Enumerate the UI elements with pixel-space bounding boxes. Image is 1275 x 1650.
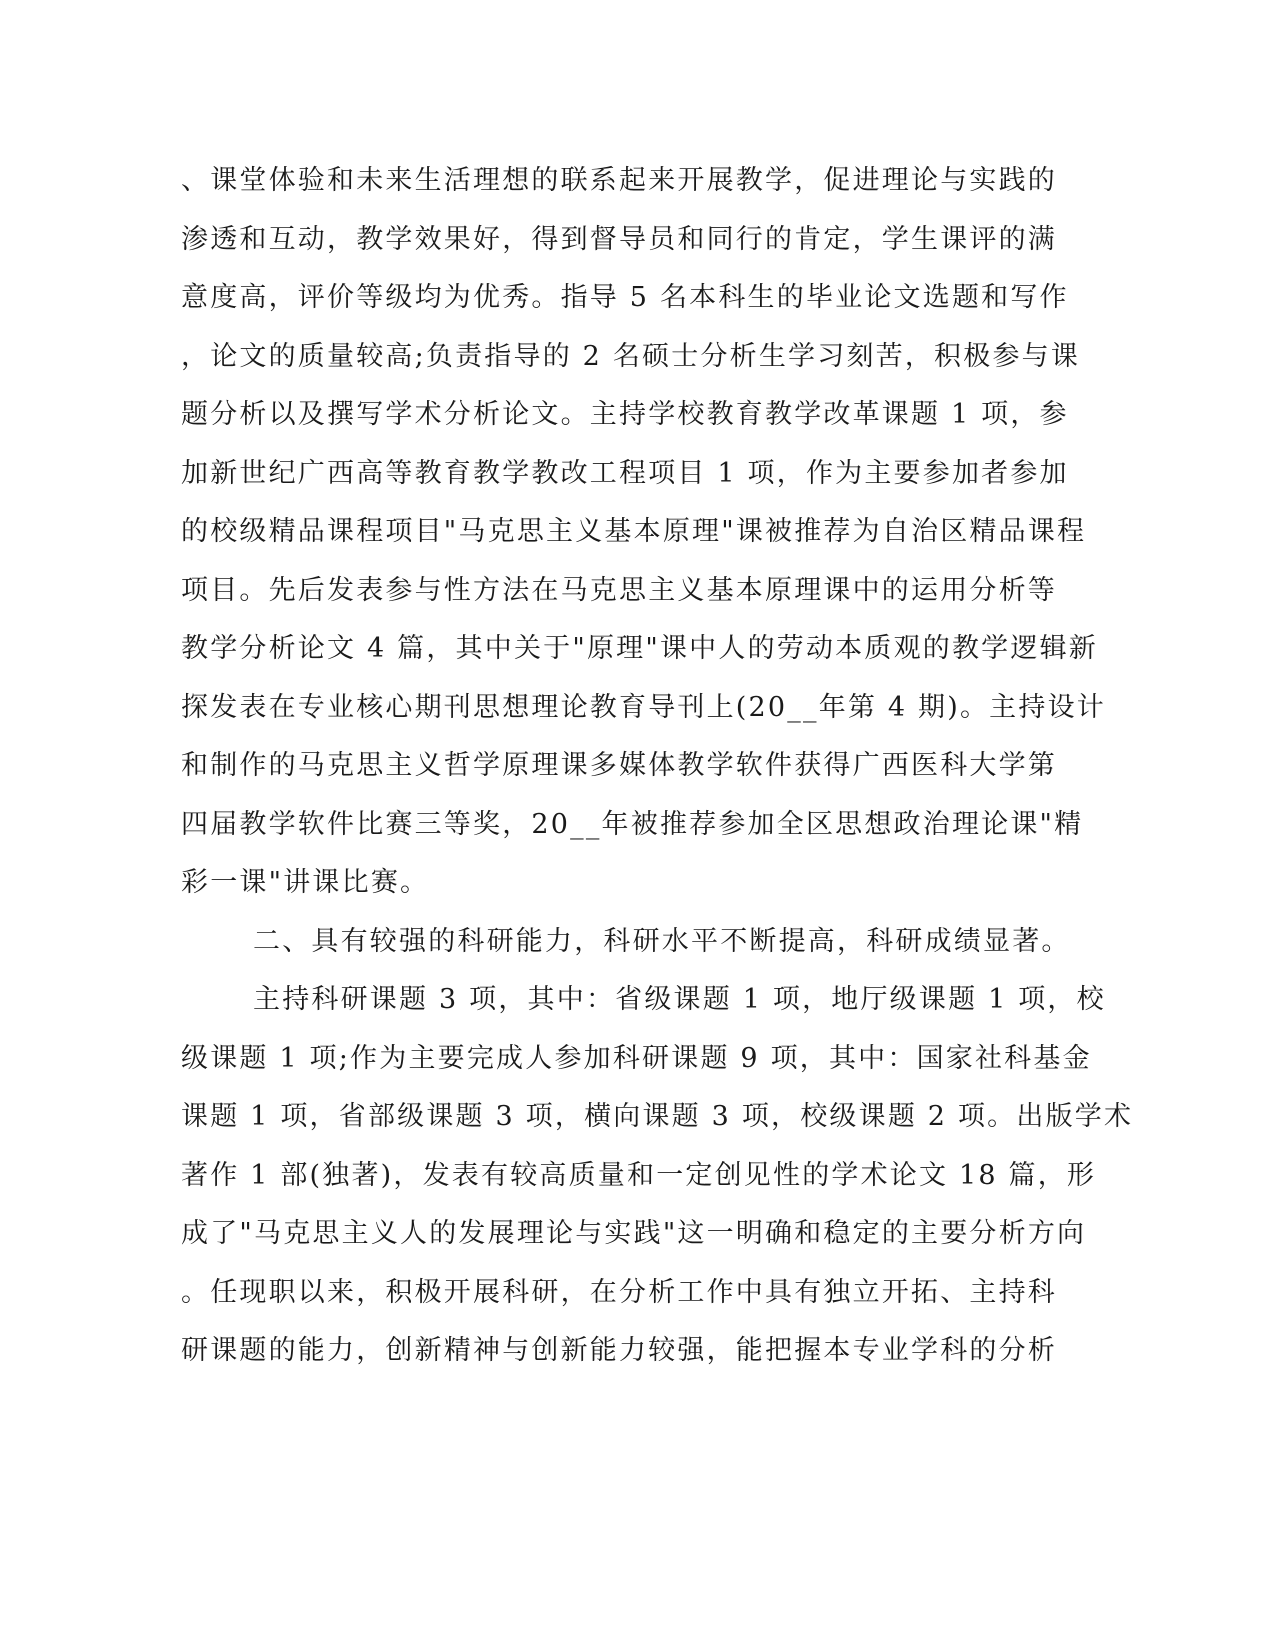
text-line: ，论文的质量较高;负责指导的 2 名硕士分析生学习刻苦，积极参与课	[181, 340, 1081, 372]
text-line: 渗透和互动，教学效果好，得到督导员和同行的肯定，学生课评的满	[181, 223, 1057, 255]
text-line: 加新世纪广西高等教育教学教改工程项目 1 项，作为主要参加者参加	[181, 457, 1069, 489]
section-heading: 二、具有较强的科研能力，科研水平不断提高，科研成绩显著。	[253, 925, 1071, 957]
text-line: 主持科研课题 3 项，其中：省级课题 1 项，地厅级课题 1 项，校	[253, 984, 1106, 1015]
text-line: 教学分析论文 4 篇，其中关于"原理"课中人的劳动本质观的教学逻辑新	[181, 633, 1098, 664]
text-line: 研课题的能力，创新精神与创新能力较强，能把握本专业学科的分析	[181, 1335, 1057, 1366]
text-line: 的校级精品课程项目"马克思主义基本原理"课被推荐为自治区精品课程	[181, 516, 1087, 547]
text-line: 彩一课"讲课比赛。	[181, 867, 430, 898]
paragraph-research	[181, 978, 1134, 1388]
text-line: 和制作的马克思主义哲学原理课多媒体教学软件获得广西医科大学第	[181, 750, 1057, 781]
text-line: 、课堂体验和未来生活理想的联系起来开展教学，促进理论与实践的	[181, 165, 1057, 196]
text-line: 意度高，评价等级均为优秀。指导 5 名本科生的毕业论文选题和写作	[181, 282, 1069, 313]
text-line: 成了"马克思主义人的发展理论与实践"这一明确和稳定的主要分析方向	[181, 1218, 1087, 1249]
text-line: 探发表在专业核心期刊思想理论教育导刊上(20__年第 4 期)。主持设计	[181, 691, 1106, 723]
document-body	[181, 159, 1134, 1388]
paragraph-teaching	[181, 159, 1106, 920]
text-line: 题分析以及撰写学术分析论文。主持学校教育教学改革课题 1 项，参	[181, 399, 1069, 430]
text-line: 项目。先后发表参与性方法在马克思主义基本原理课中的运用分析等	[181, 574, 1057, 606]
text-line: 著作 1 部(独著)，发表有较高质量和一定创见性的学术论文 18 篇，形	[181, 1159, 1097, 1191]
text-line: 课题 1 项，省部级课题 3 项，横向课题 3 项，校级课题 2 项。出版学术	[181, 1101, 1134, 1132]
text-line: 级课题 1 项;作为主要完成人参加科研课题 9 项，其中：国家社科基金	[181, 1042, 1092, 1074]
text-line: 四届教学软件比赛三等奖，20__年被推荐参加全区思想政治理论课"精	[181, 808, 1084, 840]
text-line: 。任现职以来，积极开展科研，在分析工作中具有独立开拓、主持科	[181, 1276, 1057, 1308]
